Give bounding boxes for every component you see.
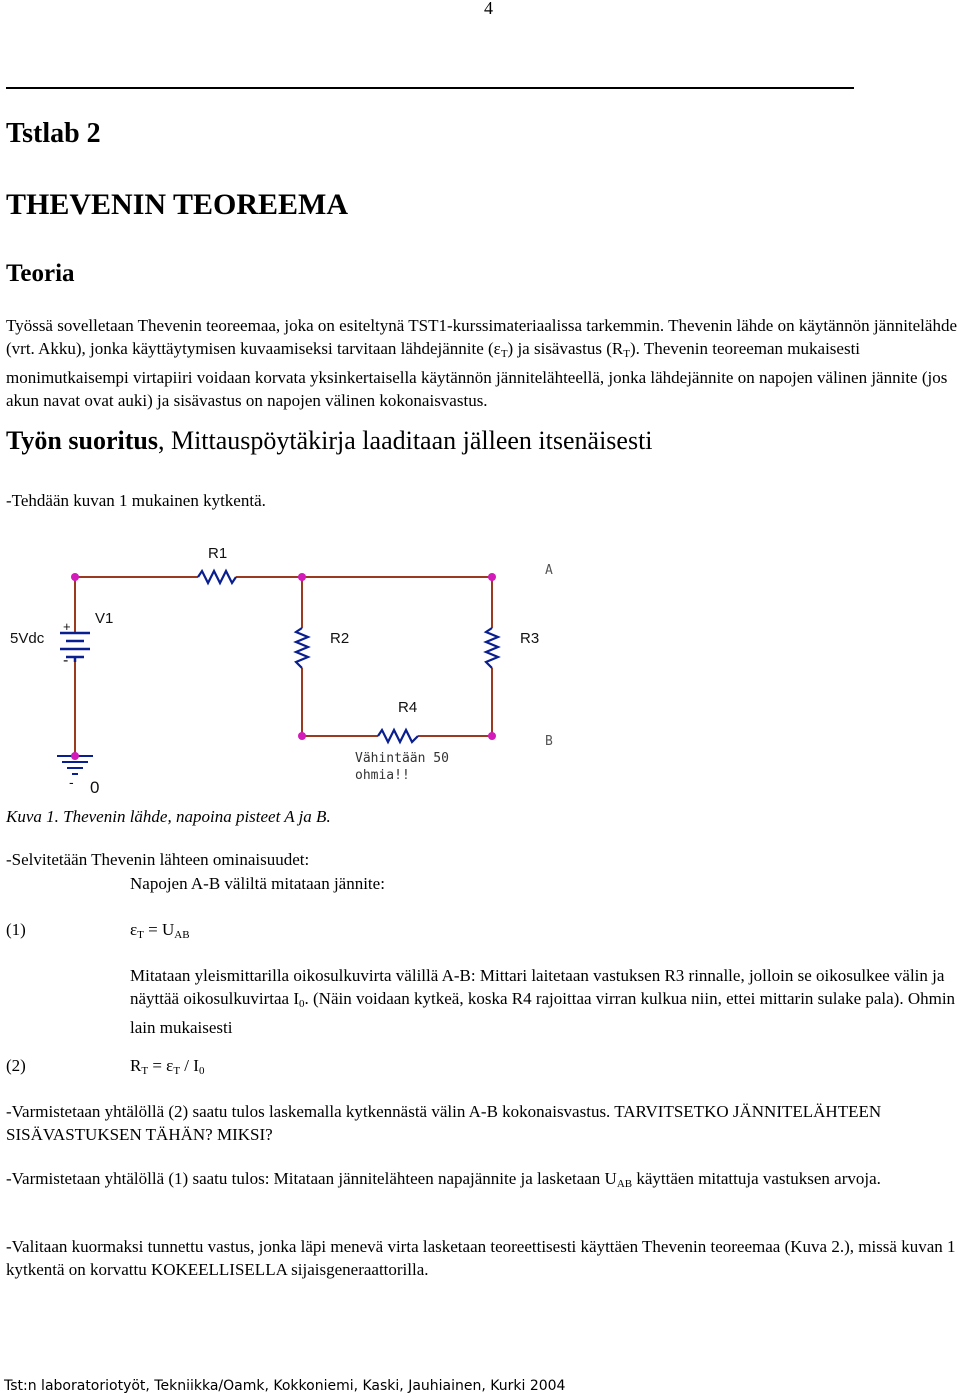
- equation-1: [130, 920, 190, 941]
- subscript-0: 0: [198, 1065, 205, 1077]
- verify1-text-a: -Varmistetaan yhtälöllä (1) saatu tulos: Mitataan jännitelähteen napajännite ja lasketaan U: [6, 1169, 617, 1188]
- subscript-ab: AB: [174, 929, 190, 941]
- measure-text-2: . (Näin voidaan kytkeä, koska R4 rajoittaa virran kulkua niin, ettei mittarin sulake pala). Ohmin lain mukaisesti: [130, 989, 956, 1037]
- eq1-equals-u: = U: [143, 920, 175, 939]
- step-clarify-sub: Napojen A-B väliltä mitataan jännite:: [130, 874, 385, 893]
- equation-2-number: (2): [6, 1056, 26, 1075]
- eq2-equals-eps: = ε: [148, 1056, 174, 1075]
- subscript-t: T: [173, 1065, 181, 1077]
- r4-resistor: [378, 730, 418, 742]
- node-dot: [488, 573, 496, 581]
- label-minus: -: [63, 652, 69, 669]
- lab-title: Tstlab 2: [6, 118, 101, 149]
- label-r2: R2: [330, 630, 350, 647]
- r1-resistor: [198, 571, 236, 583]
- resistor-note: Vähintään 50 ohmia!!: [355, 751, 449, 783]
- theory-text-1: Työssä sovelletaan Thevenin teoreemaa, joka on esiteltynä TST1-kurssimateriaalissa tarkemmin. Thevenin lähde on käytännön jännitelähde (vrt. Akku), jonka käyttäytymisen kuvaamiseksi tarvitaan lähdejännite (ε: [6, 316, 957, 358]
- header-rule: [6, 87, 854, 89]
- theory-text-3: ). Thevenin teoreeman mukaisesti monimutkaisempi virtapiiri voidaan korvata yksinkertaisella käytännön jännitelähteellä, jonka lähdejännite on napojen välinen jännite (jos akun navat ovat auki) ja sisävastus on napojen välinen kokonaisvastus.: [6, 339, 948, 410]
- section-heading-work: [6, 426, 653, 456]
- node-dot: [488, 732, 496, 740]
- work-heading-bold: Työn suoritus: [6, 426, 158, 455]
- page-number: 4: [484, 0, 493, 18]
- label-ground-minus: -: [69, 774, 74, 790]
- resistors: [198, 571, 498, 742]
- label-r3: R3: [520, 630, 540, 647]
- label-source-value: 5Vdc: [10, 630, 45, 647]
- page-footer: Tst:n laboratoriotyöt, Tekniikka/Oamk, Kokkoniemi, Kaski, Jauhiainen, Kurki 2004: [4, 1378, 566, 1394]
- work-heading-rest: , Mittauspöytäkirja laaditaan jälleen itsenäisesti: [157, 426, 653, 455]
- theory-text-2: ) ja sisävastus (R: [507, 339, 624, 358]
- subscript-0: 0: [299, 998, 305, 1010]
- step-clarify: -Selvitetään Thevenin lähteen ominaisuudet:: [6, 850, 310, 869]
- verify-eq2-paragraph: -Varmistetaan yhtälöllä (2) saatu tulos laskemalla kytkennästä välin A-B kokonaisvastus. TARVITSETKO JÄNNITELÄHTEEN SISÄVASTUKSEN TÄHÄN? MIKSI?: [6, 1102, 882, 1144]
- load-paragraph: -Valitaan kuormaksi tunnettu vastus, jonka läpi menevä virta lasketaan teoreettisesti käyttäen Thevenin teoreemaa (Kuva 2.), missä kuvan 1 kytkentä on korvattu KOKEELLISELLA sijaisgeneraattorilla.: [6, 1237, 956, 1279]
- eq1-epsilon: ε: [130, 920, 138, 939]
- label-plus: +: [63, 619, 71, 634]
- subscript-t: T: [141, 1065, 149, 1077]
- subscript-t: T: [500, 348, 508, 360]
- eq2-r: R: [130, 1056, 142, 1075]
- subscript-t: T: [137, 929, 144, 941]
- measure-text-1: Mitataan yleismittarilla oikosulkuvirta välillä A-B: Mittari laitetaan vastuksen R3 rinnalle, jolloin se oikosulkee välin ja näyttää oikosulkuvirtaa I: [130, 966, 945, 1008]
- label-ground: 0: [90, 778, 100, 797]
- node-dot: [71, 752, 79, 760]
- circuit-diagram: [0, 530, 600, 805]
- node-dot: [298, 732, 306, 740]
- equation-1-number: (1): [6, 920, 26, 939]
- section-heading-theory: Teoria: [6, 260, 75, 287]
- theory-paragraph: [6, 314, 958, 412]
- label-r1: R1: [208, 545, 228, 562]
- r3-resistor: [486, 628, 498, 668]
- r2-resistor: [296, 628, 308, 668]
- label-v1: V1: [95, 610, 114, 627]
- document-title: THEVENIN TEOREEMA: [6, 188, 349, 221]
- verify-eq1-paragraph: [6, 1167, 958, 1196]
- eq2-div-i: / I: [180, 1056, 199, 1075]
- label-r4: R4: [398, 699, 418, 716]
- figure-caption: Kuva 1. Thevenin lähde, napoina pisteet A ja B.: [6, 807, 331, 826]
- circuit-wires: [75, 577, 492, 756]
- circuit-nodes: [71, 573, 496, 760]
- subscript-ab: AB: [616, 1178, 633, 1190]
- equation-2: [130, 1056, 204, 1077]
- label-node-b: B: [545, 734, 553, 749]
- verify1-text-b: käyttäen mitattuja vastuksen arvoja.: [632, 1169, 881, 1188]
- measure-paragraph: [130, 964, 958, 1039]
- label-node-a: A: [545, 563, 553, 578]
- node-dot: [298, 573, 306, 581]
- node-dot: [71, 573, 79, 581]
- subscript-t: T: [623, 348, 630, 360]
- step-connect: -Tehdään kuvan 1 mukainen kytkentä.: [6, 491, 266, 510]
